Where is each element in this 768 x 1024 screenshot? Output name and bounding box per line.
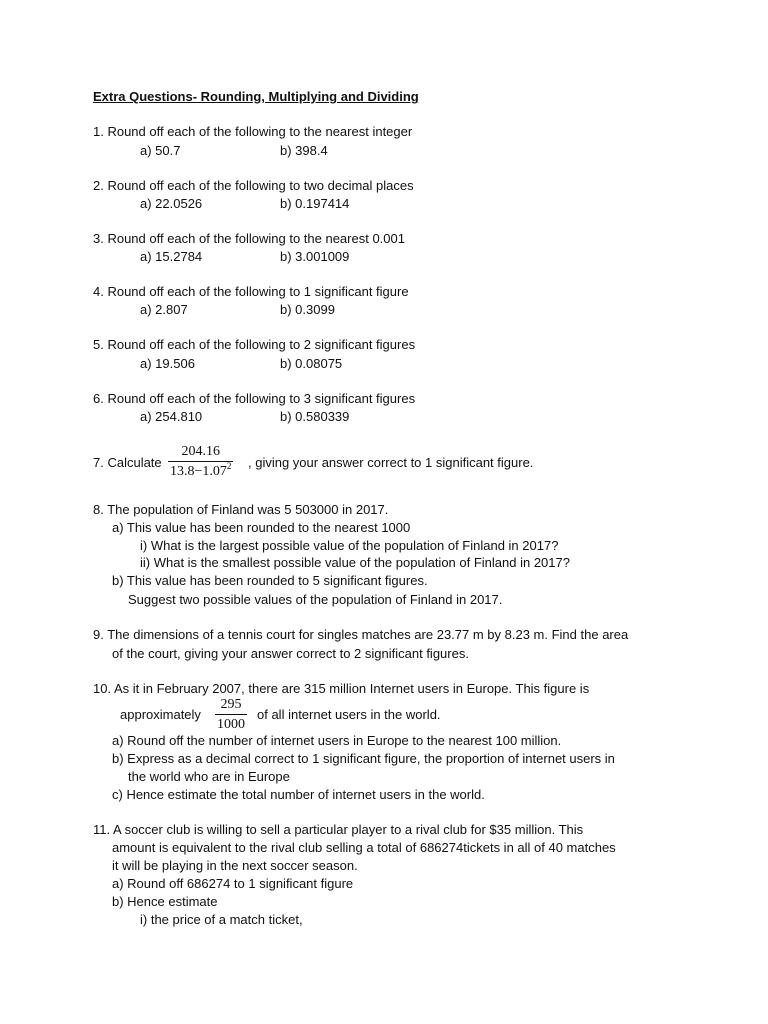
question-4-part-b: b) 0.3099 [280, 302, 335, 317]
question-4-stem: 4. Round off each of the following to 1 significant figure [93, 284, 409, 299]
question-10-part-a: a) Round off the number of internet users in Europe to the nearest 100 million. [112, 733, 562, 748]
question-10-approx-suffix: of all internet users in the world. [257, 707, 441, 722]
question-10-part-b-cont: the world who are in Europe [128, 769, 290, 784]
question-10-approx: approximately [120, 707, 201, 722]
question-7-denominator [168, 461, 233, 480]
question-8-part-a-ii: ii) What is the smallest possible value of the population of Finland in 2017? [140, 555, 570, 570]
question-10-part-c: c) Hence estimate the total number of internet users in the world. [112, 787, 485, 802]
question-1-part-a: a) 50.7 [140, 143, 181, 158]
question-11-part-b: b) Hence estimate [112, 894, 218, 909]
question-11-line-1: 11. A soccer club is willing to sell a particular player to a rival club for $35 million. This [93, 822, 584, 837]
question-11-part-a: a) Round off 686274 to 1 significant figure [112, 876, 354, 891]
question-10-numerator: 295 [220, 697, 242, 712]
question-8-part-a: a) This value has been rounded to the nearest 1000 [112, 520, 411, 535]
question-3-part-a: a) 15.2784 [140, 249, 203, 264]
question-1-stem: 1. Round off each of the following to the nearest integer [93, 124, 413, 139]
question-7-fraction [168, 443, 233, 480]
question-3-part-b: b) 3.001009 [280, 249, 350, 264]
question-5-part-a: a) 19.506 [140, 356, 195, 371]
question-5-part-b: b) 0.08075 [280, 356, 343, 371]
question-11-line-3: it will be playing in the next soccer season. [112, 858, 358, 873]
question-9-line-1: 9. The dimensions of a tennis court for singles matches are 23.77 m by 8.23 m. Find the area [93, 627, 629, 642]
question-9-line-2: of the court, giving your answer correct to 2 significant figures. [112, 646, 469, 661]
question-8-stem: 8. The population of Finland was 5 503000 in 2017. [93, 502, 389, 517]
question-6-part-a: a) 254.810 [140, 409, 203, 424]
question-10-fraction [215, 696, 247, 733]
question-7-prefix: 7. Calculate [93, 455, 162, 470]
question-5-stem: 5. Round off each of the following to 2 significant figures [93, 337, 416, 352]
question-8-part-b: b) This value has been rounded to 5 significant figures. [112, 573, 428, 588]
question-7-denominator-base: 13.8−1.07 [170, 464, 227, 479]
question-10-denominator: 1000 [215, 714, 247, 733]
question-8-part-a-i: i) What is the largest possible value of the population of Finland in 2017? [140, 538, 559, 553]
question-2-stem: 2. Round off each of the following to two decimal places [93, 178, 414, 193]
question-10-part-b: b) Express as a decimal correct to 1 significant figure, the proportion of internet users in [112, 751, 615, 766]
question-11-line-2: amount is equivalent to the rival club selling a total of 686274tickets in all of 40 matches [112, 840, 616, 855]
worksheet-title: Extra Questions- Rounding, Multiplying and Dividing [93, 89, 419, 104]
question-1-part-b: b) 398.4 [280, 143, 328, 158]
question-7-exponent: 2 [226, 461, 232, 471]
question-7-suffix: , giving your answer correct to 1 significant figure. [248, 455, 534, 470]
question-10-line-1: 10. As it in February 2007, there are 315 million Internet users in Europe. This figure is [93, 681, 590, 696]
question-11-part-b-i: i) the price of a match ticket, [140, 912, 303, 927]
question-2-part-a: a) 22.0526 [140, 196, 203, 211]
question-3-stem: 3. Round off each of the following to the nearest 0.001 [93, 231, 405, 246]
question-8-part-b-cont: Suggest two possible values of the population of Finland in 2017. [128, 592, 503, 607]
question-6-stem: 6. Round off each of the following to 3 significant figures [93, 391, 416, 406]
question-4-part-a: a) 2.807 [140, 302, 188, 317]
question-2-part-b: b) 0.197414 [280, 196, 350, 211]
question-7-numerator: 204.16 [181, 444, 220, 459]
question-6-part-b: b) 0.580339 [280, 409, 350, 424]
